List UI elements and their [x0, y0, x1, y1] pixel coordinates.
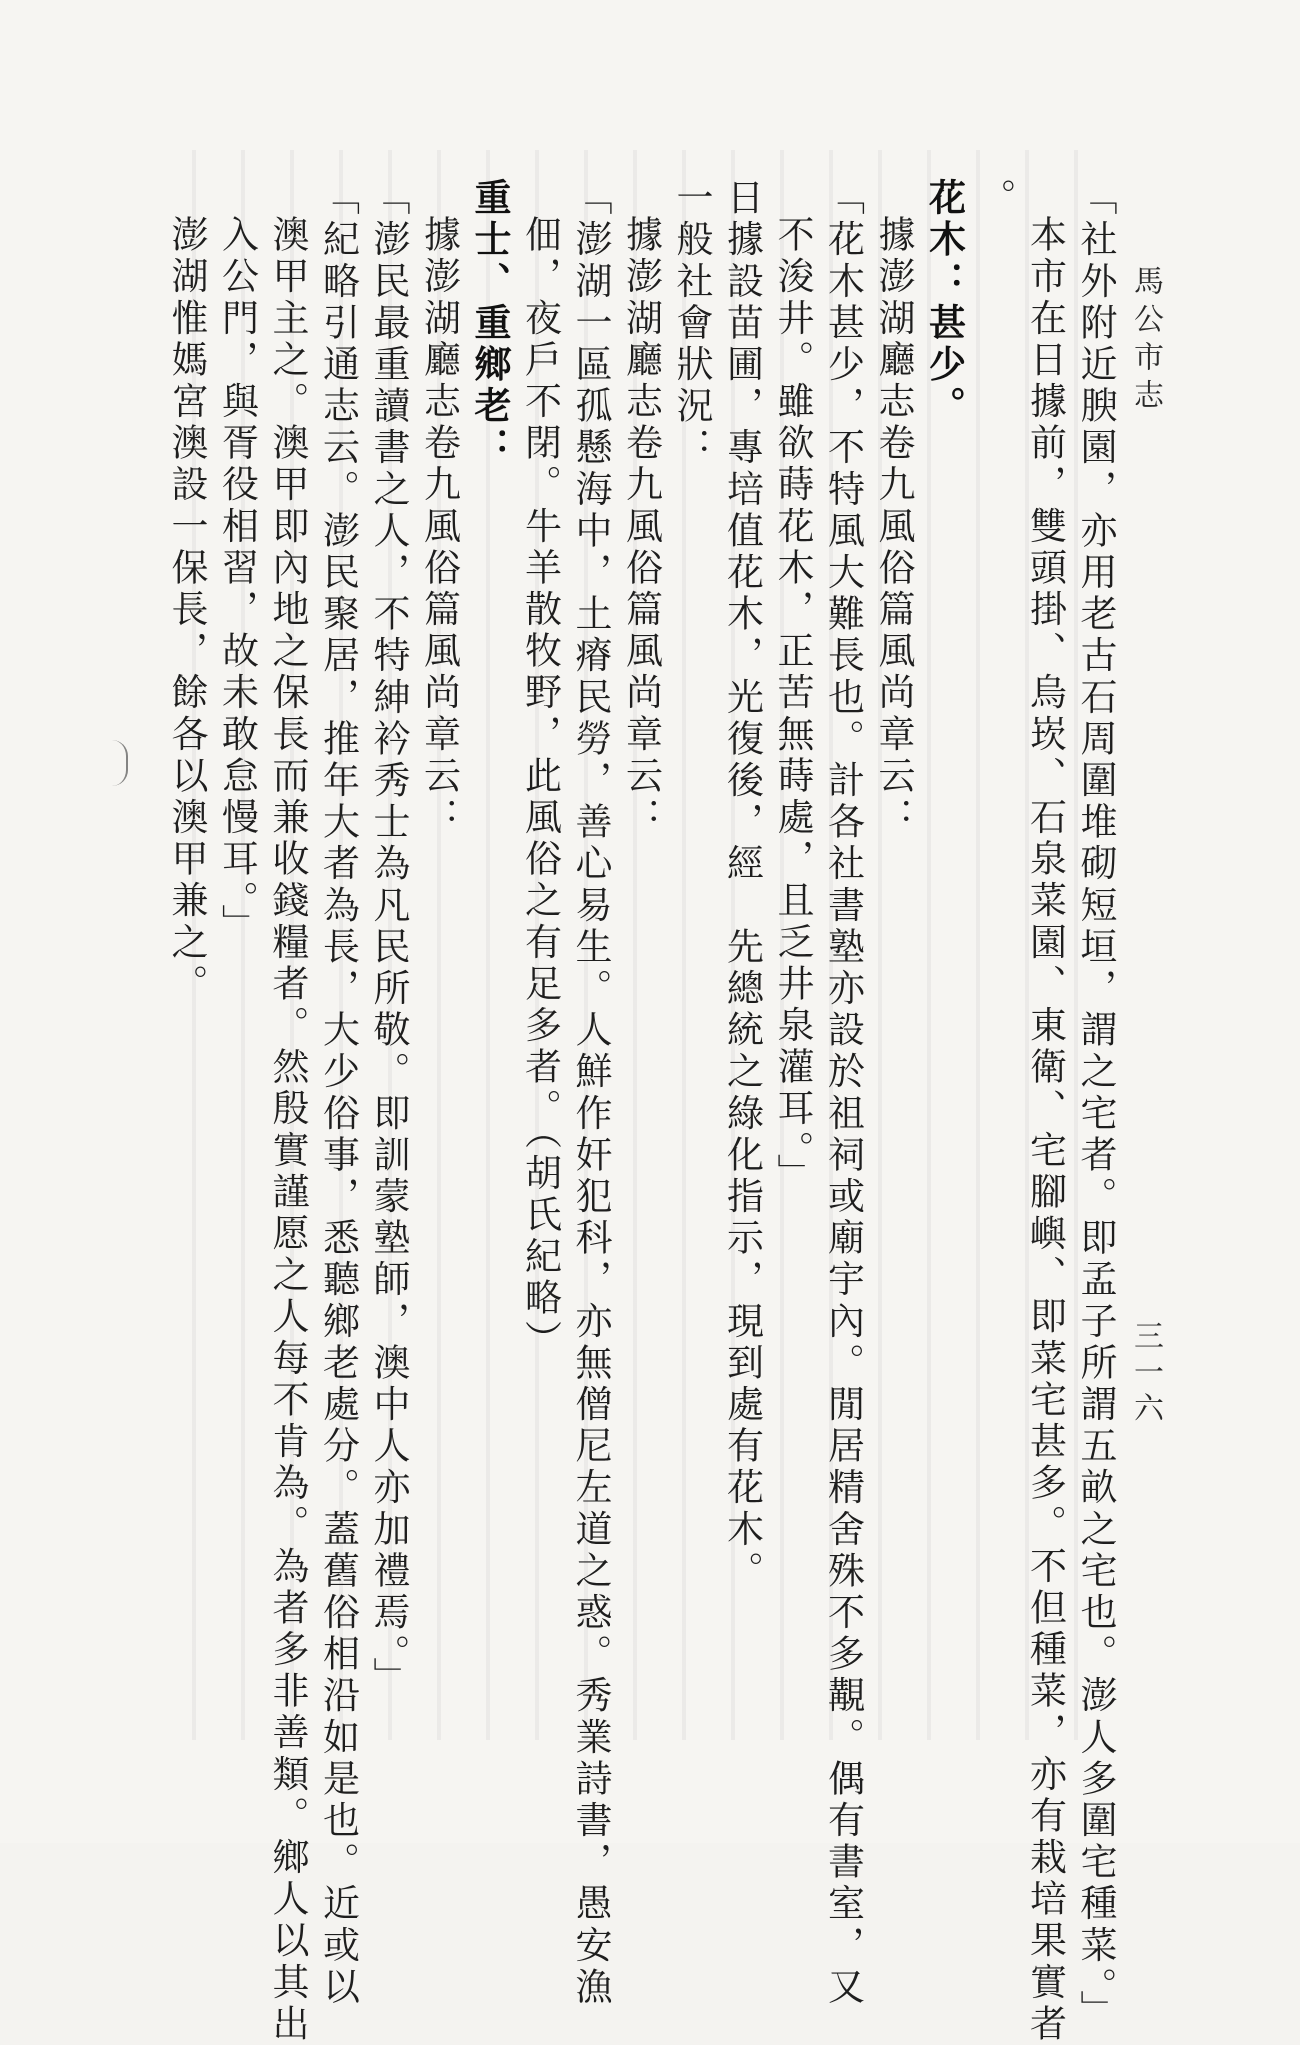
text-column: 「社外附近腴園，亦用老古石周圍堆砌短垣，謂之宅者。即孟子所謂五畝之宅也。澎人多圍宅種菜。」: [1074, 178, 1117, 2032]
text-column: 本市在日據前，雙頭掛、烏崁、石泉菜園、東衛、宅腳嶼、即菜宅甚多。不但種菜，亦有栽培果實者: [1023, 215, 1067, 2045]
running-header-title: 馬公市志: [1128, 265, 1163, 417]
text-column: 「花木甚少，不特風大難長也。計各社書塾亦設於祖祠或廟宇內。閒居精舍殊不多覯。偶有書室，又: [821, 178, 865, 2009]
text-column: 日據設苗圃，專培值花木，光復後，經 先總統之綠化指示，現到處有花木。: [720, 178, 764, 1593]
text-column: 澳甲主之。澳甲即內地之保長而兼收錢糧者。然殷實謹愿之人每不肯為。為者多非善類。鄉人以其出: [266, 215, 309, 2045]
text-column: 佃，夜戶不閉。牛羊散牧野，此風俗之有足多者。（胡氏紀略）: [518, 215, 562, 1362]
text-column: 「澎民最重讀書之人，不特紳衿秀士為凡民所敬。即訓蒙塾師，澳中人亦加禮焉。」: [367, 178, 410, 1699]
text-column: 據澎湖廳志卷九風俗篇風尚章云：: [619, 215, 663, 839]
text-column: 「紀略引通志云。澎民聚居，推年大者為長，大少俗事，悉聽鄉老處分。蓋舊俗相沿如是也。近或以: [316, 178, 360, 2009]
section-heading: 花木：甚少。: [922, 178, 966, 428]
text-column: 澎湖惟媽宮澳設一保長，餘各以澳甲兼之。: [165, 215, 208, 1006]
text-column: 不浚井。雖欲蒔花木，正苦無蒔處，且乏井泉灌耳。」: [771, 215, 814, 1195]
page-number: 三一六: [1128, 1320, 1163, 1428]
text-column: 入公門，與胥役相習，故未敢怠慢耳。」: [215, 215, 259, 946]
text-column: 「澎湖一區孤懸海中，土瘠民勞，善心易生。人鮮作奸犯科，亦無僧尼左道之惑。秀業詩書，愚安漁: [569, 178, 612, 2009]
text-column: 。: [973, 178, 1016, 220]
text-column: 據澎湖廳志卷九風俗篇風尚章云：: [417, 215, 461, 839]
section-heading: 一般社會狀況：: [670, 178, 713, 470]
margin-bracket-mark: [112, 740, 128, 786]
section-heading: 重士、重鄉老：: [468, 178, 511, 470]
text-column: 據澎湖廳志卷九風俗篇風尚章云：: [872, 215, 915, 839]
vertical-body-text: [161, 178, 1121, 2045]
